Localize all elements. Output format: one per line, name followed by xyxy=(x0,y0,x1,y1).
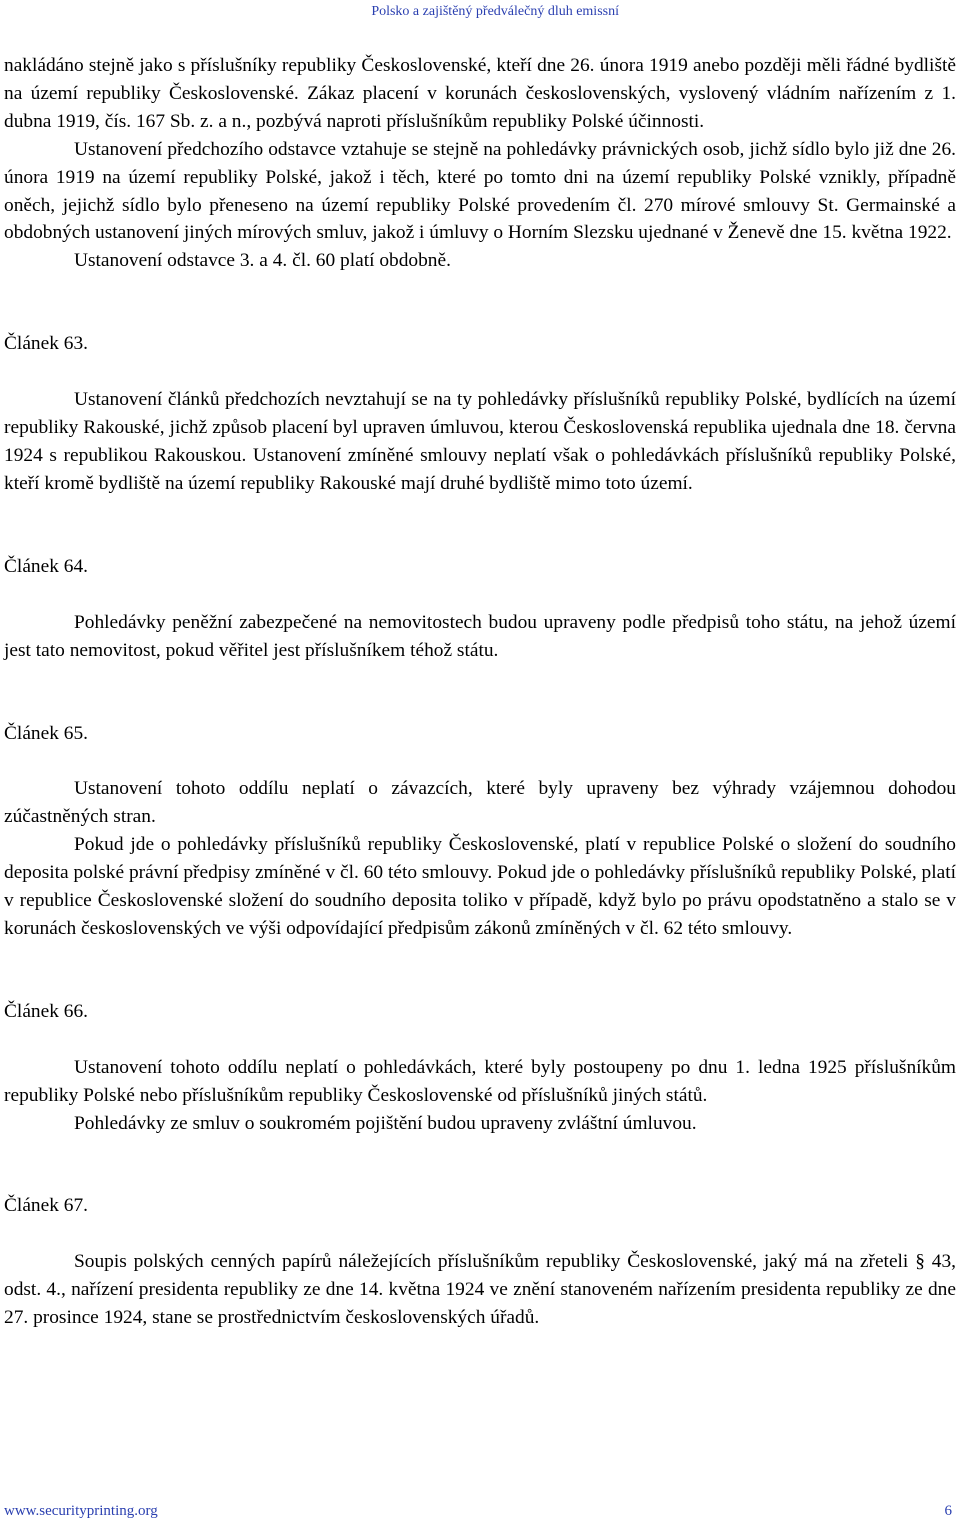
running-header-title: Polsko a zajištěný předválečný dluh emissní xyxy=(371,4,619,19)
paragraph-intro-3: Ustanovení odstavce 3. a 4. čl. 60 platí obdobně. xyxy=(74,250,451,272)
article-67-heading: Článek 67. xyxy=(4,1195,89,1217)
article-66-paragraph-2: Pohledávky ze smluv o soukromém pojištění budou upraveny zvláštní úmluvou. xyxy=(74,1112,697,1134)
paragraph-intro-1: nakládáno stejně jako s příslušníky republiky Československé, kteří dne 26. února 1919 anebo později měli řádné bydliště na území republiky Československé. Zákaz placení v korunách československých, vyslovený vládním nařízením z 1. dubna 1919, čís. 167 Sb. z. a n., pozbývá naproti příslušníkům republiky Polské účinnosti. xyxy=(4,55,956,132)
article-64-paragraph-1: Pohledávky peněžní zabezpečené na nemovitostech budou upraveny podle předpisů toho státu, na jehož území jest tato nemovitost, pokud věřitel jest příslušníkem téhož státu. xyxy=(4,611,956,661)
footer-page-number: 6 xyxy=(944,1503,952,1519)
article-67-paragraph-1: Soupis polských cenných papírů náležejících příslušníkům republiky Československé, jaký má na zřeteli § 43, odst. 4., nařízení presidenta republiky ze dne 14. května 1924 ve znění stanoveném nařízením presidenta republiky ze dne 27. prosince 1924, stane se prostřednictvím československých úřadů. xyxy=(4,1251,956,1329)
article-66-paragraph-1: Ustanovení tohoto oddílu neplatí o pohledávkách, které byly postoupeny po dnu 1. ledna 1925 příslušníkům republiky Polské nebo příslušníkům republiky Československé od příslušníků jiných států. xyxy=(4,1056,956,1106)
paragraph-intro-2: Ustanovení předchozího odstavce vztahuje se stejně na pohledávky právnických osob, jichž sídlo bylo již dne 26. února 1919 na území republiky Polské, jakož i těch, které po tomto dni na území republiky Polské vznikly, případně oněch, jejichž sídlo bylo přeneseno na území republiky Polské provedením čl. 270 mírové smlouvy St. Germainské a obdobných ustanovení jiných mírových smluv, jakož i úmluvy o Horním Slezsku ujednané v Ženevě dne 15. května 1922. xyxy=(4,138,956,244)
article-64-heading: Článek 64. xyxy=(4,555,89,577)
article-66-heading: Článek 66. xyxy=(4,1000,89,1022)
footer-website-link[interactable]: www.securityprinting.org xyxy=(4,1503,158,1519)
article-65-paragraph-1: Ustanovení tohoto oddílu neplatí o závazcích, které byly upraveny bez výhrady vzájemnou dohodou zúčastněných stran. xyxy=(4,778,956,828)
article-65-heading: Článek 65. xyxy=(4,722,89,744)
article-65-paragraph-2: Pokud jde o pohledávky příslušníků republiky Československé, platí v republice Polské o složení do soudního deposita polské právní předpisy zmíněné v čl. 60 této smlouvy. Pokud jde o pohledávky příslušníků republiky Polské, platí v republice Československé složení do soudního deposita toliko v případě, když bylo po právu opodstatněno a stalo se v korunách československých ve výši odpovídající předpisům zákonů zmíněných v čl. 62 této smlouvy. xyxy=(4,834,956,939)
article-63-heading: Článek 63. xyxy=(4,333,89,355)
document-body xyxy=(4,52,956,1332)
article-63-paragraph-1: Ustanovení článků předchozích nevztahují se na ty pohledávky příslušníků republiky Polské, bydlících na území republiky Rakouské, jichž způsob placení byl upraven úmluvou, kterou Československá republika ujednala dne 18. června 1924 s republikou Rakouskou. Ustanovení zmíněné smlouvy neplatí však o pohledávkách příslušníků republiky Polské, kteří kromě bydliště na území republiky Rakouské mají druhé bydliště mimo toto území. xyxy=(4,389,956,494)
